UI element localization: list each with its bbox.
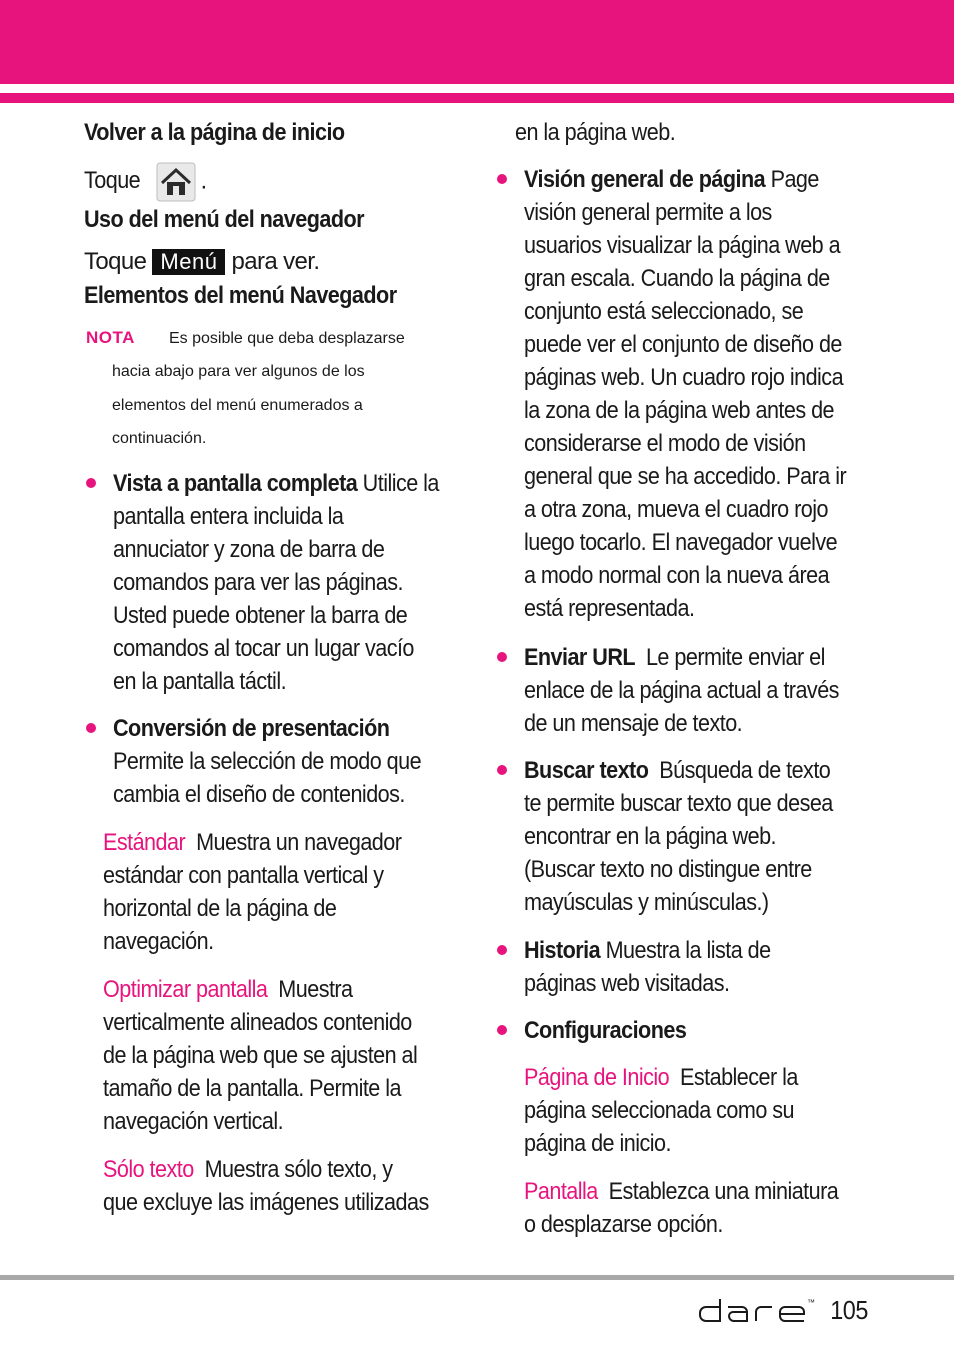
note-line-2: hacia abajo para ver algunos de los xyxy=(112,363,365,380)
heading-home: Volver a la página de inicio xyxy=(84,119,345,146)
bullet-send-url-line: de un mensaje de texto. xyxy=(524,710,743,737)
option-standard xyxy=(103,826,441,958)
bullet-page-overview-title: Visión general de página xyxy=(524,166,766,193)
bullet-send-url-line: enlace de la página actual a través xyxy=(524,677,839,704)
bullet-find-text xyxy=(524,754,848,919)
bullet-presentation-line: cambia el diseño de contenidos. xyxy=(113,781,405,808)
note-label: NOTA xyxy=(86,328,135,347)
option-home-page xyxy=(524,1061,848,1160)
option-display-label: Pantalla xyxy=(524,1178,598,1205)
option-display xyxy=(524,1175,848,1241)
option-optimize-line: verticalmente alineados contenido xyxy=(103,1009,412,1036)
option-display-text: Establezca una miniatura xyxy=(608,1178,839,1205)
note-line-1: Es posible que deba desplazarse xyxy=(169,330,405,347)
option-text-only xyxy=(103,1153,441,1219)
bullet-page-overview-line: a otra zona, mueva el cuadro rojo xyxy=(524,496,828,523)
bullet-find-text-text: Búsqueda de texto xyxy=(659,757,831,784)
bullet-send-url-text: Le permite enviar el xyxy=(645,644,825,671)
bullet-full-screen-line: Usted puede obtener la barra de xyxy=(113,602,408,629)
option-optimize-line: de la página web que se ajusten al xyxy=(103,1042,418,1069)
bullet-full-screen-text: Utilice la xyxy=(362,470,439,497)
option-display-line: o desplazarse opción. xyxy=(524,1211,723,1238)
trademark-symbol: ™ xyxy=(807,1298,816,1307)
option-text-only-label: Sólo texto xyxy=(103,1156,194,1183)
bullet-page-overview-line: general que se ha accedido. Para ir xyxy=(524,463,847,490)
dare-logo xyxy=(698,1296,816,1324)
bullet-send-url xyxy=(524,641,848,740)
bullet-full-screen-line: en la pantalla táctil. xyxy=(113,668,287,695)
bullet-dot xyxy=(497,765,507,775)
bullet-full-screen-line: annuciator y zona de barra de xyxy=(113,536,385,563)
home-icon[interactable] xyxy=(156,162,196,202)
bullet-find-text-line: encontrar en la página web. xyxy=(524,823,777,850)
bullet-page-overview xyxy=(524,163,848,625)
option-home-page-text: Establecer la xyxy=(680,1064,798,1091)
bullet-presentation-line: Permite la selección de modo que xyxy=(113,748,422,775)
heading-menu-items: Elementos del menú Navegador xyxy=(84,282,397,309)
page-number: 105 xyxy=(830,1294,868,1325)
bullet-full-screen xyxy=(113,467,451,698)
bullet-full-screen-line-1 xyxy=(113,467,451,500)
bullet-page-overview-line: conjunto está seleccionado, se xyxy=(524,298,804,325)
bullet-history xyxy=(524,934,848,1000)
bullet-page-overview-line: gran escala. Cuando la página de xyxy=(524,265,830,292)
option-optimize-label: Optimizar pantalla xyxy=(103,976,268,1003)
bullet-find-text-line: te permite buscar texto que desea xyxy=(524,790,833,817)
bullet-page-overview-line: la zona de la página web antes de xyxy=(524,397,835,424)
option-optimize xyxy=(103,973,441,1138)
bullet-dot xyxy=(86,723,96,733)
toque-home-line xyxy=(84,162,207,202)
option-optimize-line: navegación vertical. xyxy=(103,1108,284,1135)
toque-home-suffix: . xyxy=(200,167,207,195)
option-standard-line: estándar con pantalla vertical y xyxy=(103,862,384,889)
toque-menu-prefix: Toque xyxy=(84,248,147,275)
bullet-dot xyxy=(86,478,96,488)
bullet-find-text-line: (Buscar texto no distingue entre xyxy=(524,856,812,883)
header-rule xyxy=(0,93,954,103)
toque-menu-line xyxy=(84,245,319,278)
bullet-page-overview-line: luego tocarlo. El navegador vuelve xyxy=(524,529,838,556)
bullet-full-screen-line: comandos para ver las páginas. xyxy=(113,569,403,596)
option-standard-text: Muestra un navegador xyxy=(196,829,402,856)
option-standard-label: Estándar xyxy=(103,829,186,856)
option-home-page-label: Página de Inicio xyxy=(524,1064,670,1091)
bullet-history-text: Muestra la lista de xyxy=(605,937,771,964)
bullet-page-overview-text: Page xyxy=(770,166,819,193)
bullet-full-screen-line: pantalla entera incluida la xyxy=(113,503,344,530)
bullet-send-url-title: Enviar URL xyxy=(524,644,636,671)
bullet-dot xyxy=(497,652,507,662)
bullet-find-text-line: mayúsculas y minúsculas.) xyxy=(524,889,769,916)
option-standard-line: navegación. xyxy=(103,928,214,955)
bullet-page-overview-line: visión general permite a los xyxy=(524,199,772,226)
option-home-page-line: página seleccionada como su xyxy=(524,1097,795,1124)
option-optimize-line: tamaño de la pantalla. Permite la xyxy=(103,1075,401,1102)
bullet-dot xyxy=(497,174,507,184)
bullet-full-screen-title: Vista a pantalla completa xyxy=(113,470,358,497)
bullet-settings-title: Configuraciones xyxy=(524,1017,687,1044)
bullet-full-screen-line: comandos al tocar un lugar vacío xyxy=(113,635,414,662)
menu-key[interactable]: Menú xyxy=(152,249,225,275)
option-optimize-text: Muestra xyxy=(278,976,353,1003)
bullet-history-title: Historia xyxy=(524,937,601,964)
bullet-find-text-title: Buscar texto xyxy=(524,757,649,784)
option-text-only-line: que excluye las imágenes utilizadas xyxy=(103,1189,429,1216)
bullet-dot xyxy=(497,945,507,955)
toque-menu-suffix: para ver. xyxy=(231,248,320,275)
bullet-history-line: páginas web visitadas. xyxy=(524,970,730,997)
header-band xyxy=(0,0,954,84)
bullet-page-overview-line: usuarios visualizar la página web a xyxy=(524,232,841,259)
bullet-presentation-title: Conversión de presentación xyxy=(113,715,390,742)
heading-browser-menu: Uso del menú del navegador xyxy=(84,206,365,233)
note-line-4: continuación. xyxy=(112,430,207,447)
continuation-text: en la página web. xyxy=(515,119,676,146)
bullet-settings xyxy=(524,1014,848,1047)
bullet-dot xyxy=(497,1025,507,1035)
bullet-presentation xyxy=(113,712,451,811)
option-home-page-line: página de inicio. xyxy=(524,1130,671,1157)
footer-rule xyxy=(0,1275,954,1280)
note-line-3: elementos del menú enumerados a xyxy=(112,397,363,414)
bullet-page-overview-line: páginas web. Un cuadro rojo indica xyxy=(524,364,844,391)
bullet-page-overview-line: a modo normal con la nueva área xyxy=(524,562,830,589)
footer xyxy=(698,1290,868,1330)
bullet-page-overview-line: está representada. xyxy=(524,595,695,622)
toque-home-prefix: Toque xyxy=(84,167,141,195)
bullet-page-overview-line: considerarse el modo de visión xyxy=(524,430,806,457)
option-text-only-text: Muestra sólo texto, y xyxy=(204,1156,393,1183)
option-standard-line: horizontal de la página de xyxy=(103,895,337,922)
bullet-page-overview-line: puede ver el conjunto de diseño de xyxy=(524,331,842,358)
